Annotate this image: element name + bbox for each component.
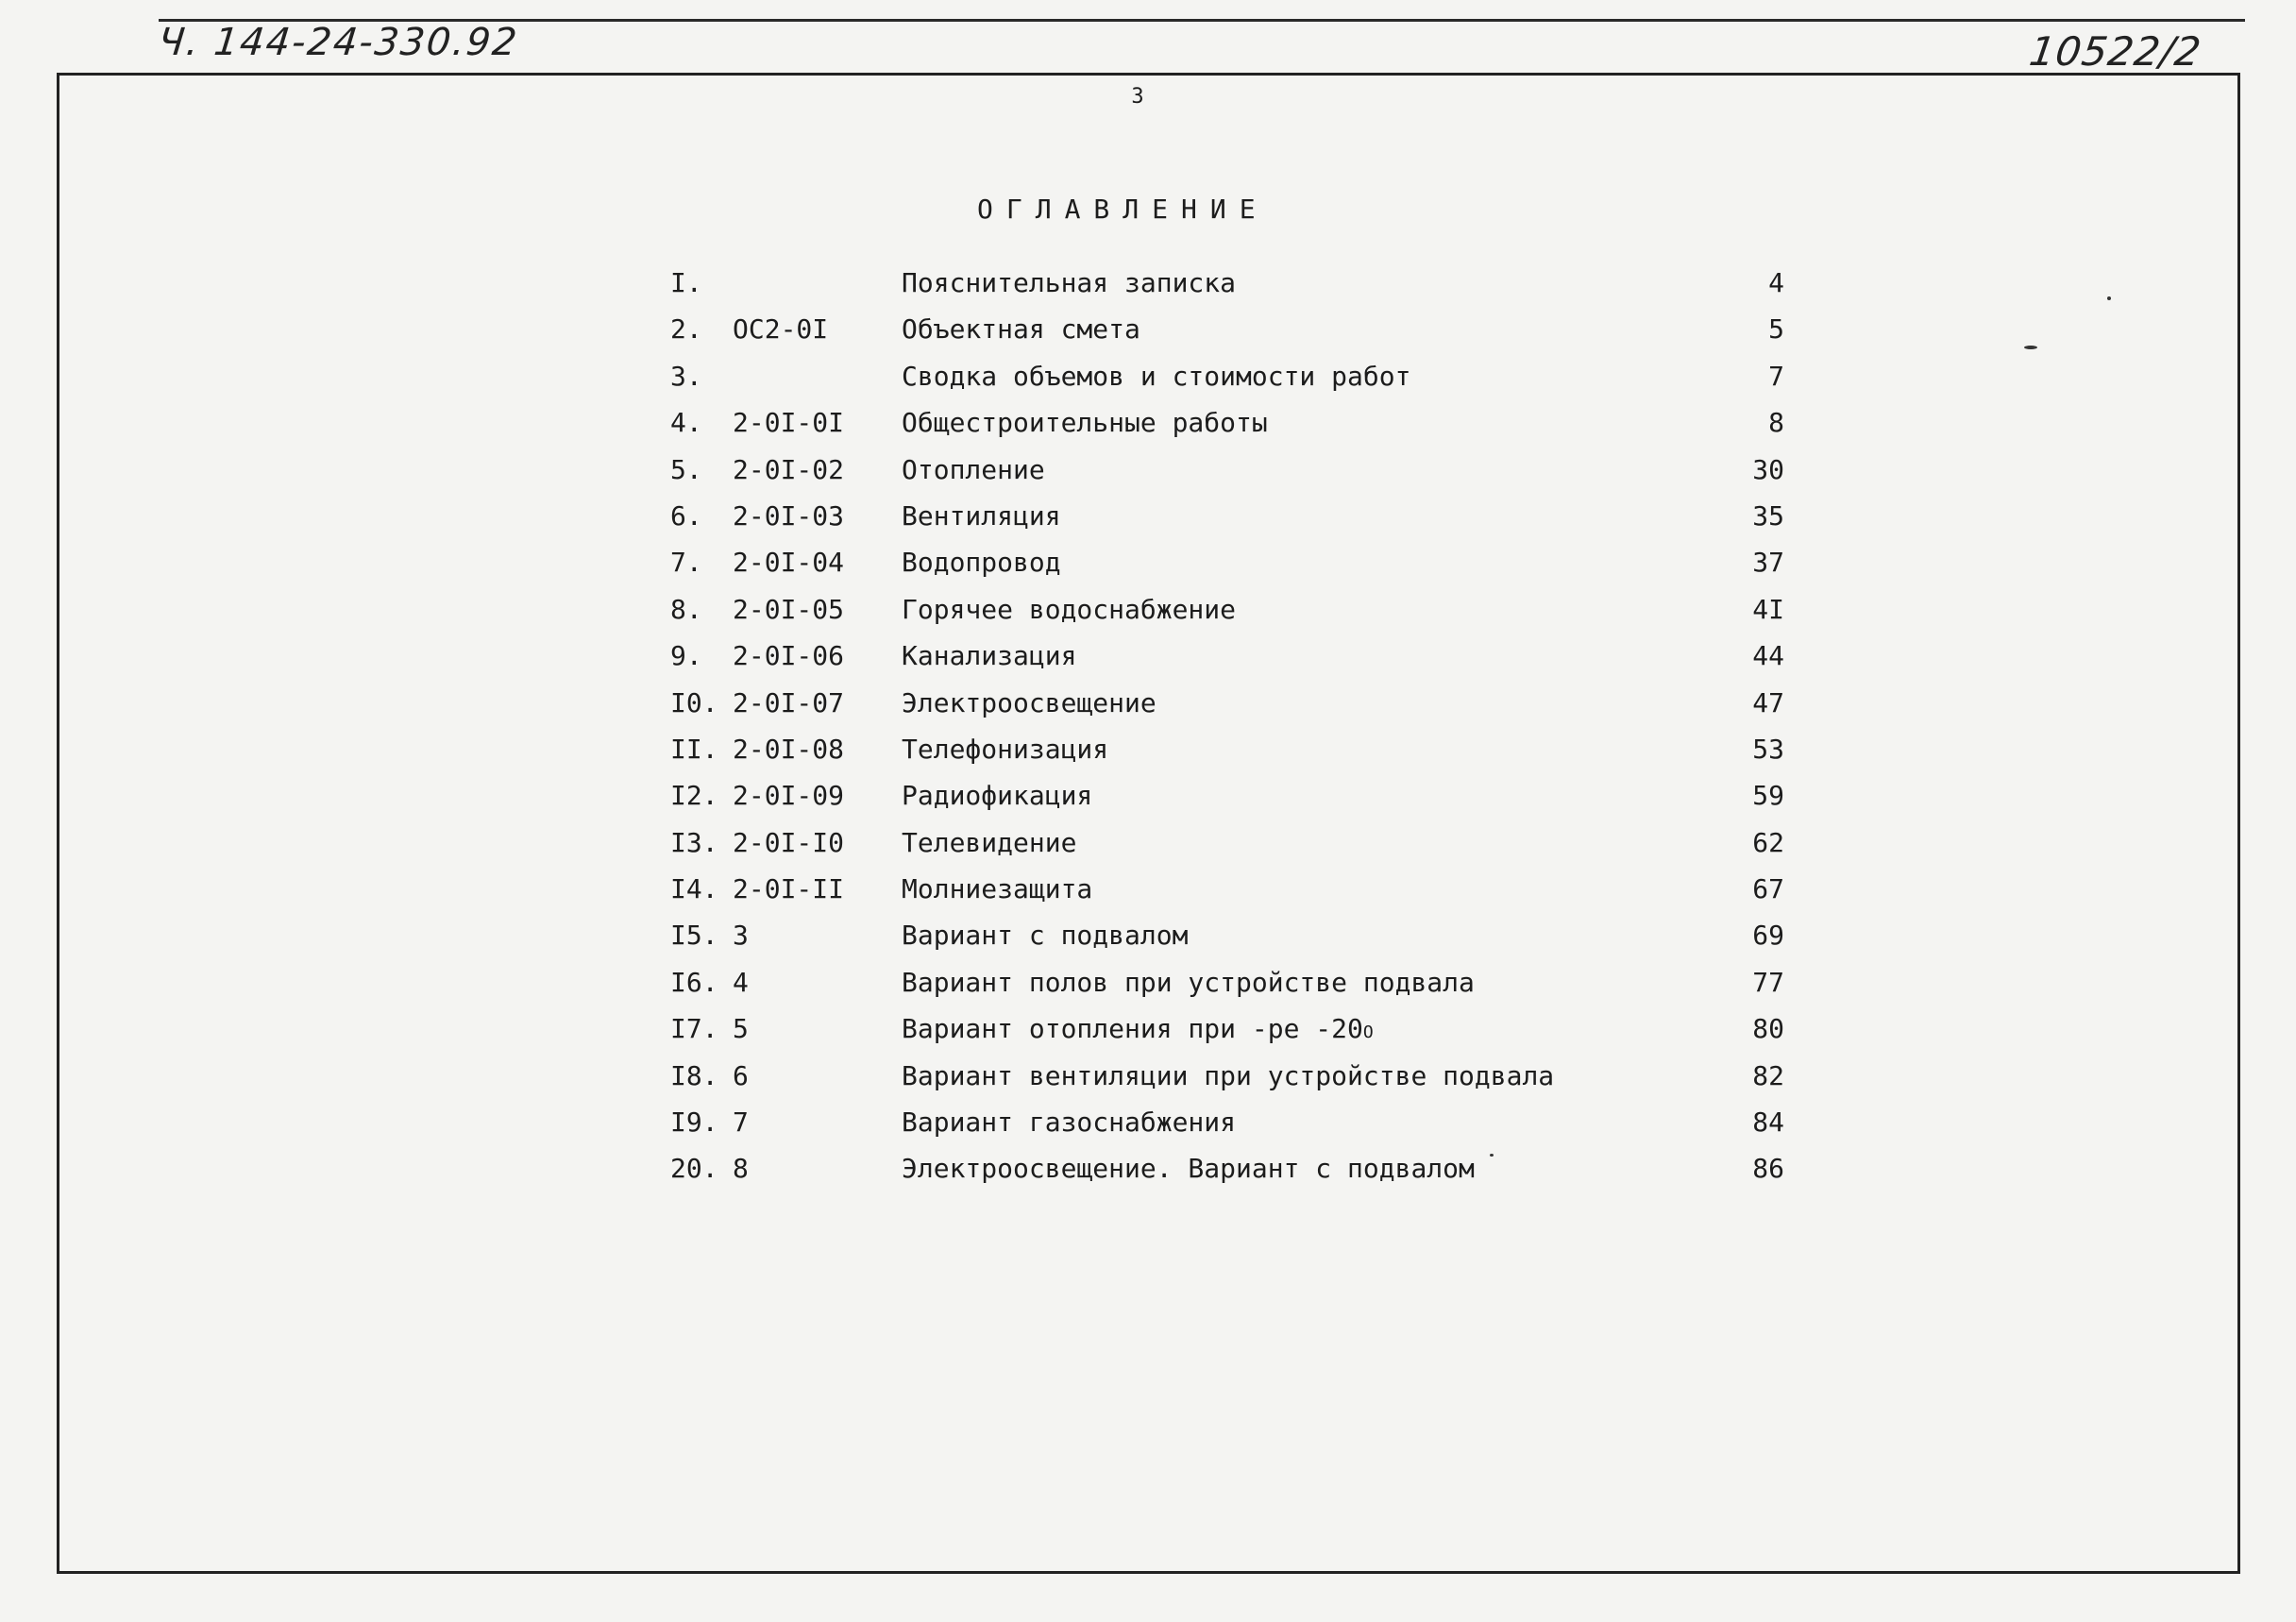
- toc-entry: [670, 260, 1784, 306]
- toc-entry-number: 5.: [670, 453, 702, 485]
- toc-entry: [670, 306, 1784, 352]
- toc-entry: [670, 447, 1784, 493]
- toc-entry-page: 44: [1752, 640, 1784, 672]
- toc-entry-code: 5: [733, 1013, 749, 1045]
- toc-entry-title: [902, 726, 1108, 772]
- toc-entry-title-text: Водопровод: [902, 547, 1061, 579]
- toc-entry-code: 2-0I-07: [733, 686, 845, 718]
- toc-entry-number: I2.: [670, 780, 718, 812]
- toc-entry-page: 86: [1752, 1153, 1784, 1185]
- toc-entry-page: 8: [1768, 407, 1784, 439]
- toc-entry-title: [902, 1099, 1236, 1145]
- toc-entry-title: [902, 539, 1061, 585]
- toc-entry-page: 53: [1752, 733, 1784, 765]
- toc-entry-title: [902, 772, 1092, 819]
- toc-entry-code: 2-0I-06: [733, 640, 845, 672]
- toc-entry: [670, 399, 1784, 446]
- toc-entry: [670, 1005, 1784, 1052]
- degree-superscript: О: [1362, 1022, 1374, 1043]
- toc-entry-title-text: Вариант полов при устройстве подвала: [902, 966, 1475, 998]
- toc-entry: [670, 493, 1784, 539]
- toc-entry-number: I4.: [670, 873, 718, 905]
- toc-entry-title-text: Радиофикация: [902, 780, 1093, 812]
- toc-entry-title: [902, 260, 1236, 306]
- toc-entry-page: 77: [1752, 966, 1784, 998]
- toc-entry-number: 6.: [670, 499, 702, 532]
- toc-entry-page: 4: [1768, 267, 1784, 298]
- toc-entry-page: 82: [1752, 1059, 1784, 1091]
- toc-entry-title-text: Вариант газоснабжения: [902, 1107, 1237, 1139]
- toc-entry-page: 59: [1752, 780, 1784, 812]
- toc-entry-title: [902, 912, 1188, 958]
- toc-entry-number: 9.: [670, 640, 702, 672]
- toc-entry-number: I5.: [670, 920, 718, 952]
- toc-entry-title: [902, 819, 1076, 866]
- toc-entry-code: ОС2-0I: [733, 313, 829, 346]
- toc-entry-page: 69: [1752, 920, 1784, 952]
- toc-entry-page: 47: [1752, 686, 1784, 718]
- toc-entry-code: 2-0I-I0: [733, 826, 845, 858]
- toc-entry-number: 2.: [670, 313, 702, 346]
- toc-entry-title: [902, 1053, 1554, 1099]
- toc-entry-title: [902, 1145, 1475, 1191]
- toc-entry-page: 35: [1752, 499, 1784, 532]
- toc-entry-number: 7.: [670, 547, 702, 579]
- toc-entry-title-text: Объектная смета: [902, 313, 1140, 346]
- toc-entry: [670, 772, 1784, 819]
- toc-entry-page: 7: [1768, 360, 1784, 392]
- toc-entry-title-text: Электроосвещение. Вариант с подвалом: [902, 1153, 1475, 1185]
- toc-entry-number: I7.: [670, 1013, 718, 1045]
- toc-entry-number: 8.: [670, 593, 702, 625]
- toc-entry: [670, 586, 1784, 633]
- toc-entry-code: 2-0I-04: [733, 547, 845, 579]
- toc-entry-title-text: Телефонизация: [902, 733, 1109, 765]
- toc-entry-code: 8: [733, 1153, 749, 1185]
- toc-entry: [670, 1145, 1784, 1191]
- toc-entry: [670, 353, 1784, 399]
- toc-entry-title: [902, 680, 1156, 726]
- toc-entry-code: 2-0I-0I: [733, 407, 845, 439]
- toc-entry-title-text: Отопление: [902, 453, 1045, 485]
- toc-entry-number: 20.: [670, 1153, 718, 1185]
- toc-entry-title: [902, 1005, 1374, 1056]
- toc-entry-title-text: Канализация: [902, 640, 1077, 672]
- toc-entry-title-text: Электроосвещение: [902, 686, 1156, 718]
- toc-entry-code: 2-0I-08: [733, 733, 845, 765]
- toc-entry-page: 30: [1752, 453, 1784, 485]
- toc-entry-title-text: Молниезащита: [902, 873, 1093, 905]
- toc-entry-page: 62: [1752, 826, 1784, 858]
- toc-entry-title: [902, 866, 1092, 912]
- toc-entry-page: 4I: [1752, 593, 1784, 625]
- toc-entry-number: I8.: [670, 1059, 718, 1091]
- toc-entry-code: 2-0I-02: [733, 453, 845, 485]
- toc-entry: [670, 726, 1784, 772]
- toc-entry-page: 5: [1768, 313, 1784, 346]
- toc-entry-title-text: Общестроительные работы: [902, 407, 1268, 439]
- toc-entry-page: 67: [1752, 873, 1784, 905]
- toc-entry-code: 2-0I-03: [733, 499, 845, 532]
- toc-entry-code: 2-0I-II: [733, 873, 845, 905]
- toc-entry-title-text: Пояснительная записка: [902, 267, 1237, 298]
- toc-entry-code: 2-0I-09: [733, 780, 845, 812]
- toc-entry-code: 3: [733, 920, 749, 952]
- document-code: Ч. 144-24-330.92: [156, 21, 521, 64]
- toc-entry-number: II.: [670, 733, 718, 765]
- toc-entry-title: [902, 353, 1410, 399]
- toc-entry-title-text: Вариант вентиляции при устройстве подвала: [902, 1059, 1555, 1091]
- toc-entry-code: 2-0I-05: [733, 593, 845, 625]
- toc-entry: [670, 633, 1784, 679]
- toc-entry: [670, 866, 1784, 912]
- toc-entry-title: [902, 399, 1268, 446]
- toc-entry-page: 80: [1752, 1013, 1784, 1045]
- toc-entry: [670, 680, 1784, 726]
- toc-entry: [670, 912, 1784, 958]
- toc-entry-title-text: Горячее водоснабжение: [902, 593, 1237, 625]
- toc-entry-title: [902, 633, 1076, 679]
- toc-entry-number: 4.: [670, 407, 702, 439]
- toc-entry-number: I0.: [670, 686, 718, 718]
- toc-entry: [670, 539, 1784, 585]
- toc-entry-code: 4: [733, 966, 749, 998]
- toc-entry-title-text: Вариант отопления при -ре -20: [902, 1013, 1363, 1045]
- scan-speck: [1490, 1154, 1494, 1157]
- toc-entry-page: 37: [1752, 547, 1784, 579]
- toc-entry: [670, 819, 1784, 866]
- toc-entry-page: 84: [1752, 1107, 1784, 1139]
- toc-entry-number: I6.: [670, 966, 718, 998]
- table-of-contents: [670, 260, 1784, 1192]
- toc-entry: [670, 1053, 1784, 1099]
- toc-entry-title-text: Вариант с подвалом: [902, 920, 1189, 952]
- toc-entry-number: I.: [670, 267, 702, 298]
- toc-entry-number: I9.: [670, 1107, 718, 1139]
- scan-speck: [2024, 346, 2037, 349]
- scan-speck: [2107, 296, 2111, 300]
- toc-entry-code: 6: [733, 1059, 749, 1091]
- toc-heading: ОГЛАВЛЕНИЕ: [977, 194, 1269, 225]
- toc-entry-code: 7: [733, 1107, 749, 1139]
- page-number: 3: [1131, 85, 1144, 109]
- toc-entry-title-text: Телевидение: [902, 826, 1077, 858]
- toc-entry: [670, 1099, 1784, 1145]
- toc-entry-title: [902, 447, 1045, 493]
- toc-entry-title: [902, 959, 1475, 1005]
- toc-entry-number: 3.: [670, 360, 702, 392]
- toc-entry-number: I3.: [670, 826, 718, 858]
- toc-entry-title-text: Вентиляция: [902, 499, 1061, 532]
- toc-entry: [670, 959, 1784, 1005]
- toc-entry-title: [902, 306, 1140, 352]
- toc-entry-title: [902, 586, 1236, 633]
- sheet-number: 10522/2: [2026, 28, 2204, 75]
- toc-entry-title-text: Сводка объемов и стоимости работ: [902, 360, 1411, 392]
- toc-entry-title: [902, 493, 1061, 539]
